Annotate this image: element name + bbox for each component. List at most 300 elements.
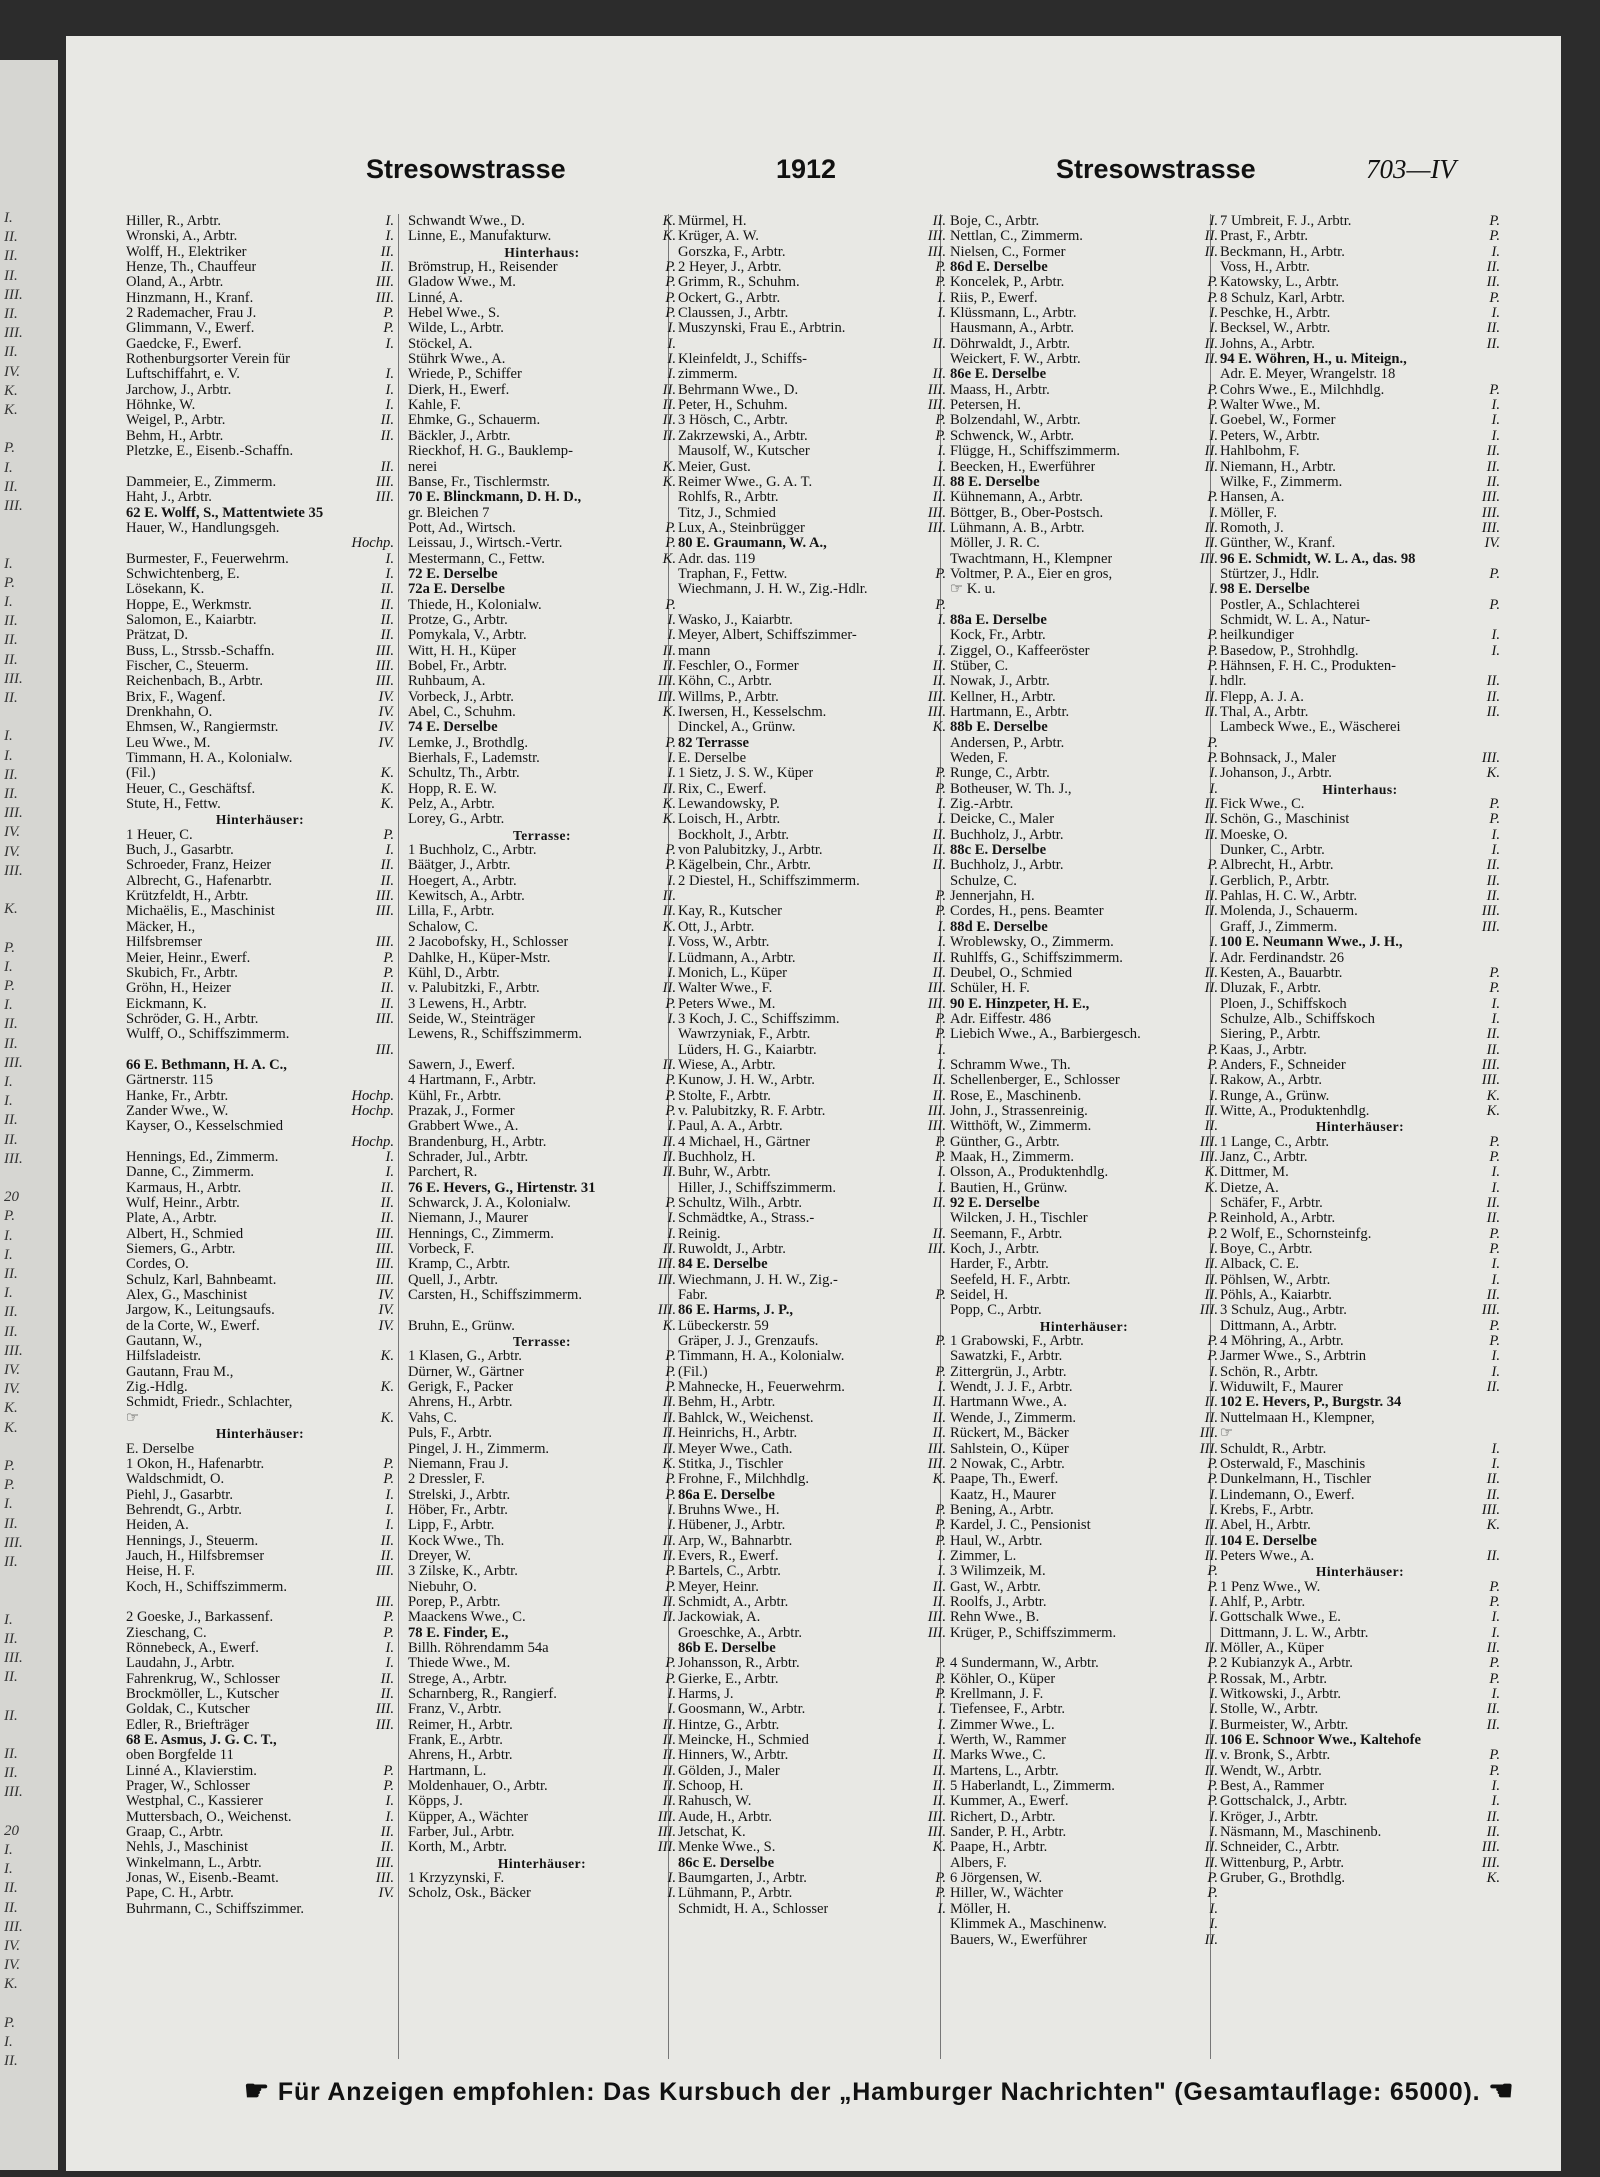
entry-name: Günther, G., Arbtr. xyxy=(950,1134,1060,1150)
entry-name: 88b E. Derselbe xyxy=(950,720,1048,736)
directory-entry xyxy=(126,552,394,567)
directory-entry xyxy=(408,843,676,858)
entry-name: Baumgarten, J., Arbtr. xyxy=(678,1871,807,1887)
directory-entry xyxy=(950,1380,1218,1395)
entry-floor: K. xyxy=(1486,1103,1500,1119)
entry-name: Oland, A., Arbtr. xyxy=(126,275,224,291)
entry-name: Zimmer, L. xyxy=(950,1548,1017,1564)
entry-name: Schuldt, R., Arbtr. xyxy=(1220,1441,1327,1457)
directory-entry xyxy=(1220,291,1500,306)
entry-floor: I. xyxy=(937,1165,946,1181)
entry-floor: P. xyxy=(665,1579,676,1595)
directory-entry xyxy=(950,598,1218,613)
directory-entry xyxy=(678,306,946,321)
entry-name: Dierk, H., Ewerf. xyxy=(408,382,510,398)
entry-name: Dürner, W., Gärtner xyxy=(408,1364,524,1380)
entry-name: Pöhls, A., Kaiarbtr. xyxy=(1220,1288,1332,1304)
directory-entry xyxy=(950,1196,1218,1211)
entry-name: Fischer, C., Steuerm. xyxy=(126,658,249,674)
entry-name: Hiller, W., Wächter xyxy=(950,1886,1064,1902)
entry-name: Cohrs Wwe., E., Milchhdlg. xyxy=(1220,382,1385,398)
directory-entry xyxy=(408,782,676,797)
entry-floor: P. xyxy=(665,1380,676,1396)
entry-name: Gladow Wwe., M. xyxy=(408,275,516,291)
entry-floor: P. xyxy=(935,566,946,582)
entry-name: ☞ K. u. xyxy=(950,582,996,598)
directory-entry xyxy=(678,1104,946,1119)
directory-entry xyxy=(408,506,676,521)
entry-floor: I. xyxy=(1209,1917,1218,1933)
entry-floor: I. xyxy=(1209,1610,1218,1626)
entry-floor: I. xyxy=(1209,1088,1218,1104)
entry-name: Gröhn, H., Heizer xyxy=(126,981,231,997)
directory-entry xyxy=(1220,1150,1500,1165)
entry-name: Wriede, P., Schiffer xyxy=(408,367,522,383)
entry-floor: II. xyxy=(932,1073,946,1089)
entry-name: 78 E. Finder, E., xyxy=(408,1625,509,1641)
entry-floor: II. xyxy=(1204,352,1218,368)
entry-floor: I. xyxy=(1491,843,1500,859)
entry-name: Thiede Wwe., M. xyxy=(408,1656,511,1672)
entry-floor: II. xyxy=(380,459,394,475)
entry-name: Nielsen, C., Former xyxy=(950,244,1066,260)
margin-fragment: II. xyxy=(4,1266,18,1282)
entry-name: Heinrichs, H., Arbtr. xyxy=(678,1426,798,1442)
directory-entry xyxy=(678,628,946,643)
directory-entry xyxy=(408,1503,676,1518)
directory-entry xyxy=(126,904,394,919)
entry-floor: I. xyxy=(385,1165,394,1181)
entry-name: Monich, L., Küper xyxy=(678,965,788,981)
section-heading xyxy=(408,245,676,260)
entry-floor: II. xyxy=(380,244,394,260)
entry-name: Stitka, J., Tischler xyxy=(678,1456,784,1472)
directory-entry xyxy=(126,1672,394,1687)
directory-entry xyxy=(678,291,946,306)
margin-fragment: P. xyxy=(4,978,15,994)
entry-name: Paape, H., Arbtr. xyxy=(950,1840,1048,1856)
directory-entry xyxy=(950,1518,1218,1533)
entry-name: v. Palubitzky, R. F. Arbtr. xyxy=(678,1103,826,1119)
directory-entry xyxy=(126,321,394,336)
entry-name: Olsson, A., Produktenhdlg. xyxy=(950,1165,1109,1181)
entry-floor: K. xyxy=(662,919,676,935)
directory-entry xyxy=(950,1073,1218,1088)
entry-name: Wilde, L., Arbtr. xyxy=(408,321,504,337)
directory-entry xyxy=(678,613,946,628)
entry-floor: III. xyxy=(1481,1840,1500,1856)
entry-floor: II. xyxy=(662,1149,676,1165)
entry-floor: II. xyxy=(662,981,676,997)
directory-entry xyxy=(408,690,676,705)
entry-floor: I. xyxy=(937,812,946,828)
margin-fragment: P. xyxy=(4,440,15,457)
entry-floor: P. xyxy=(1489,1318,1500,1334)
directory-entry xyxy=(678,598,946,613)
directory-entry xyxy=(950,1058,1218,1073)
directory-entry xyxy=(1220,1227,1500,1242)
entry-floor: II. xyxy=(1486,1640,1500,1656)
directory-entry xyxy=(950,1794,1218,1809)
directory-entry xyxy=(408,1840,676,1855)
directory-entry xyxy=(408,1457,676,1472)
entry-name: Ziggel, O., Kaffeeröster xyxy=(950,643,1090,659)
entry-name: Hinterhäuser: xyxy=(1315,1564,1405,1580)
directory-entry xyxy=(1220,306,1500,321)
entry-name: Gerigk, F., Packer xyxy=(408,1380,514,1396)
directory-entry xyxy=(408,1089,676,1104)
directory-entry xyxy=(1220,1856,1500,1871)
directory-entry xyxy=(1220,858,1500,873)
entry-floor: III. xyxy=(927,689,946,705)
entry-name: Graff, J., Zimmerm. xyxy=(1220,919,1338,935)
entry-name: Jonas, W., Eisenb.-Beamt. xyxy=(126,1871,279,1887)
entry-floor: II. xyxy=(1204,229,1218,245)
entry-name: Mausolf, W., Kutscher xyxy=(678,444,810,460)
entry-floor: P. xyxy=(1207,1564,1218,1580)
section-heading xyxy=(408,828,676,843)
directory-entry xyxy=(678,674,946,689)
entry-floor: I. xyxy=(385,367,394,383)
entry-floor: I. xyxy=(1491,1625,1500,1641)
directory-entry xyxy=(408,475,676,490)
entry-name: Stolte, F., Arbtr. xyxy=(678,1088,771,1104)
entry-floor: I. xyxy=(667,612,676,628)
entry-name: Groeschke, A., Arbtr. xyxy=(678,1625,803,1641)
directory-entry xyxy=(678,1595,946,1610)
entry-name: Pelz, A., Arbtr. xyxy=(408,797,495,813)
directory-entry xyxy=(126,1825,394,1840)
directory-entry xyxy=(408,460,676,475)
entry-name: Schwenck, W., Arbtr. xyxy=(950,428,1075,444)
entry-floor: P. xyxy=(935,1886,946,1902)
directory-entry xyxy=(126,1764,394,1779)
directory-entry xyxy=(1220,1871,1500,1886)
entry-name: Prätzat, D. xyxy=(126,628,189,644)
directory-entry xyxy=(678,1012,946,1027)
entry-name: 88 E. Derselbe xyxy=(950,474,1040,490)
directory-entry xyxy=(950,1104,1218,1119)
margin-fragment: IV. xyxy=(4,363,20,380)
entry-floor: P. xyxy=(383,1779,394,1795)
entry-floor: II. xyxy=(1486,1288,1500,1304)
directory-entry xyxy=(408,1043,676,1058)
entry-name: Bahlck, W., Weichenst. xyxy=(678,1410,814,1426)
entry-floor: P. xyxy=(935,1671,946,1687)
entry-floor: II. xyxy=(380,873,394,889)
directory-entry xyxy=(126,1626,394,1641)
entry-floor: III. xyxy=(375,935,394,951)
entry-name: Waldschmidt, O. xyxy=(126,1472,225,1488)
entry-name: Rückert, M., Bäcker xyxy=(950,1426,1069,1442)
entry-floor: II. xyxy=(932,1196,946,1211)
entry-name: Rehn Wwe., B. xyxy=(950,1610,1040,1626)
directory-entry xyxy=(950,1150,1218,1165)
directory-entry xyxy=(678,843,946,858)
entry-name: Henze, Th., Chauffeur xyxy=(126,260,257,276)
margin-fragment: II. xyxy=(4,2053,18,2070)
entry-floor: P. xyxy=(935,1288,946,1304)
entry-floor: IV. xyxy=(378,1288,394,1304)
entry-name: Goosmann, W., Arbtr. xyxy=(678,1702,806,1718)
entry-floor: P. xyxy=(665,520,676,536)
margin-fragment: I. xyxy=(4,1861,13,1878)
entry-name: Adr. Ferdinandstr. 26 xyxy=(1220,950,1345,966)
entry-floor: II. xyxy=(1204,1548,1218,1564)
entry-name: Schrader, Jul., Arbtr. xyxy=(408,1149,529,1165)
entry-name: Ahrens, H., Arbtr. xyxy=(408,1748,513,1764)
entry-name: Seefeld, H. F., Arbtr. xyxy=(950,1272,1071,1288)
directory-entry xyxy=(678,582,946,597)
directory-entry xyxy=(408,260,676,275)
directory-entry xyxy=(950,429,1218,444)
entry-floor: I. xyxy=(1491,306,1500,322)
entry-name: Iwersen, H., Kesselschm. xyxy=(678,705,827,720)
entry-floor: I. xyxy=(937,1901,946,1917)
entry-name: 5 Haberlandt, L., Zimmerm. xyxy=(950,1779,1115,1795)
entry-name: Kesten, A., Bauarbtr. xyxy=(1220,965,1343,981)
directory-entry xyxy=(408,367,676,382)
directory-entry xyxy=(1220,521,1500,536)
entry-name: Leu Wwe., M. xyxy=(126,735,211,751)
entry-floor: II. xyxy=(662,382,676,398)
entry-name: Rohlfs, R., Arbtr. xyxy=(678,490,779,506)
entry-floor: P. xyxy=(935,1871,946,1887)
directory-entry xyxy=(408,1104,676,1119)
entry-floor: II. xyxy=(1204,812,1218,828)
entry-name: Rothenburgsorter Verein für xyxy=(126,352,291,368)
entry-floor: III. xyxy=(657,674,676,690)
entry-floor: P. xyxy=(935,1027,946,1043)
margin-fragment: I. xyxy=(4,747,13,764)
entry-name: 88a E. Derselbe xyxy=(950,612,1047,628)
directory-entry xyxy=(950,1656,1218,1671)
directory-entry xyxy=(126,1718,394,1733)
entry-name: 2 Goeske, J., Barkassenf. xyxy=(126,1610,274,1626)
directory-entry xyxy=(678,1457,946,1472)
directory-entry xyxy=(408,1810,676,1825)
entry-name: 1 Krzyzynski, F. xyxy=(408,1871,505,1887)
entry-name: Niebuhr, O. xyxy=(408,1579,477,1595)
entry-floor: II. xyxy=(1486,873,1500,889)
entry-floor: III. xyxy=(927,229,946,245)
directory-entry xyxy=(950,1334,1218,1349)
directory-entry xyxy=(678,1089,946,1104)
entry-name: 92 E. Derselbe xyxy=(950,1196,1040,1211)
directory-entry xyxy=(408,1119,676,1134)
entry-name: Behm, H., Arbtr. xyxy=(126,428,224,444)
entry-floor: II. xyxy=(932,1594,946,1610)
entry-floor: P. xyxy=(935,1656,946,1672)
directory-entry xyxy=(126,367,394,382)
entry-floor: III. xyxy=(1481,1057,1500,1073)
directory-entry xyxy=(678,1779,946,1794)
entry-name: 1 Okon, H., Hafenarbtr. xyxy=(126,1456,265,1472)
directory-entry xyxy=(950,413,1218,428)
entry-name: Lösekann, K. xyxy=(126,582,205,598)
header-street-right: Stresowstrasse xyxy=(1056,154,1256,184)
entry-floor: II. xyxy=(1204,1410,1218,1426)
margin-fragment: II. xyxy=(4,632,18,649)
entry-name: Alback, C. E. xyxy=(1220,1257,1300,1273)
directory-entry xyxy=(126,920,394,935)
directory-entry xyxy=(678,1303,946,1318)
entry-name: Runge, A., Grünw. xyxy=(1220,1088,1330,1104)
entry-floor: II. xyxy=(1486,275,1500,291)
directory-entry xyxy=(126,352,394,367)
entry-name: Wronski, A., Arbtr. xyxy=(126,229,238,245)
directory-entry xyxy=(950,1810,1218,1825)
margin-fragment: IV. xyxy=(4,824,20,841)
entry-floor: I. xyxy=(385,382,394,398)
entry-name: Maak, H., Zimmerm. xyxy=(950,1149,1075,1165)
directory-entry xyxy=(678,506,946,521)
margin-fragment: K. xyxy=(4,901,18,918)
directory-entry xyxy=(1220,997,1500,1012)
directory-entry xyxy=(408,306,676,321)
directory-entry xyxy=(678,1349,946,1364)
directory-entry xyxy=(126,966,394,981)
entry-floor: P. xyxy=(665,306,676,322)
entry-floor: II. xyxy=(662,643,676,659)
entry-floor: I. xyxy=(667,965,676,981)
entry-name: 1 Penz Wwe., W. xyxy=(1220,1579,1321,1595)
entry-name: Bockholt, J., Arbtr. xyxy=(678,827,790,843)
directory-entry xyxy=(950,1365,1218,1380)
directory-entry xyxy=(950,536,1218,551)
entry-name: Abel, C., Schuhm. xyxy=(408,705,516,720)
margin-fragment: II. xyxy=(4,306,18,322)
directory-entry xyxy=(1220,628,1500,643)
entry-floor: Hochp. xyxy=(351,1103,394,1119)
entry-name: Mäcker, H., xyxy=(126,919,196,935)
entry-name: Glimmann, V., Ewerf. xyxy=(126,321,255,337)
entry-name: Parchert, R. xyxy=(408,1165,478,1181)
entry-name: Moldenhauer, O., Arbtr. xyxy=(408,1779,548,1795)
directory-entry xyxy=(1220,1518,1500,1533)
directory-entry xyxy=(678,782,946,797)
entry-name: Prager, W., Schlosser xyxy=(126,1779,250,1795)
entry-floor: I. xyxy=(937,1702,946,1718)
directory-entry xyxy=(950,858,1218,873)
entry-floor: P. xyxy=(935,1364,946,1380)
entry-floor: III. xyxy=(375,1042,394,1058)
entry-name: 96 E. Schmidt, W. L. A., das. 98 xyxy=(1220,551,1416,567)
directory-entry xyxy=(126,951,394,966)
entry-name: Grimm, R., Schuhm. xyxy=(678,275,800,291)
directory-entry xyxy=(678,766,946,781)
directory-entry xyxy=(678,904,946,919)
entry-floor: III. xyxy=(375,1242,394,1258)
directory-entry xyxy=(950,1349,1218,1364)
directory-entry xyxy=(678,214,946,229)
directory-entry xyxy=(950,720,1218,735)
entry-floor: II. xyxy=(1204,336,1218,352)
entry-name: Traphan, F., Fettw. xyxy=(678,566,788,582)
entry-name: hdlr. xyxy=(1220,674,1247,690)
entry-name: Burmester, F., Feuerwehrm. xyxy=(126,551,289,567)
entry-name: Ahlf, P., Arbtr. xyxy=(1220,1594,1306,1610)
entry-floor: II. xyxy=(1204,444,1218,460)
entry-floor: II. xyxy=(1204,244,1218,260)
directory-entry xyxy=(408,1058,676,1073)
entry-name: Peters, W., Arbtr. xyxy=(1220,428,1320,444)
entry-name: 70 E. Blinckmann, D. H. D., xyxy=(408,490,582,506)
directory-entry xyxy=(950,1165,1218,1180)
entry-floor: I. xyxy=(1491,1794,1500,1810)
entry-name: Terrasse: xyxy=(513,827,571,843)
directory-entry xyxy=(678,935,946,950)
entry-name: Hartmann, E., Arbtr. xyxy=(950,705,1070,720)
entry-name: Heiden, A. xyxy=(126,1518,189,1534)
directory-entry xyxy=(1220,797,1500,812)
directory-entry xyxy=(1220,1211,1500,1226)
directory-entry xyxy=(950,1779,1218,1794)
entry-floor: II. xyxy=(662,1733,676,1749)
entry-name: Schröder, G. H., Arbtr. xyxy=(126,1011,259,1027)
margin-fragment: P. xyxy=(4,1208,15,1225)
entry-floor: P. xyxy=(935,275,946,291)
directory-entry xyxy=(1220,828,1500,843)
entry-floor: III. xyxy=(1481,490,1500,506)
entry-floor: III. xyxy=(927,398,946,414)
directory-entry xyxy=(950,1395,1218,1410)
entry-name: Buchholz, J., Arbtr. xyxy=(950,858,1064,874)
entry-name: Tiefensee, F., Arbtr. xyxy=(950,1702,1066,1718)
directory-entry xyxy=(408,1395,676,1410)
entry-name: (Fil.) xyxy=(126,766,156,782)
directory-entry xyxy=(678,1119,946,1134)
margin-fragment: I. xyxy=(4,459,13,476)
directory-entry xyxy=(1220,1488,1500,1503)
entry-floor: II. xyxy=(1204,1103,1218,1119)
entry-name: mann xyxy=(678,643,711,659)
entry-floor: II. xyxy=(1204,1257,1218,1273)
directory-entry xyxy=(126,1242,394,1257)
entry-name: Höber, Fr., Arbtr. xyxy=(408,1502,508,1518)
entry-name: Pahlas, H. C. W., Arbtr. xyxy=(1220,889,1358,905)
entry-name: (Fil.) xyxy=(678,1364,708,1380)
entry-floor: III. xyxy=(927,705,946,720)
entry-floor: I. xyxy=(1491,1349,1500,1365)
entry-floor: II. xyxy=(932,827,946,843)
directory-entry xyxy=(408,674,676,689)
entry-floor: I. xyxy=(385,336,394,352)
margin-fragment: II. xyxy=(4,1899,18,1916)
entry-name: Meier, Gust. xyxy=(678,459,751,475)
entry-floor: I. xyxy=(385,1794,394,1810)
directory-entry xyxy=(126,398,394,413)
entry-floor: III. xyxy=(375,1564,394,1580)
entry-floor: II. xyxy=(1486,1472,1500,1488)
entry-name: 76 E. Hevers, G., Hirtenstr. 31 xyxy=(408,1180,596,1196)
directory-entry xyxy=(1220,367,1500,382)
entry-floor: II. xyxy=(380,1211,394,1227)
directory-entry xyxy=(1220,1472,1500,1487)
entry-name: Bruhn, E., Grünw. xyxy=(408,1318,515,1334)
directory-entry xyxy=(950,291,1218,306)
section-heading xyxy=(1220,1119,1500,1134)
entry-floor: II. xyxy=(1486,474,1500,490)
entry-floor: III. xyxy=(927,1103,946,1119)
directory-entry xyxy=(678,1211,946,1226)
entry-name: Hiller, R., Arbtr. xyxy=(126,214,222,229)
entry-floor: III. xyxy=(657,1303,676,1319)
entry-name: 4 Michael, H., Gärtner xyxy=(678,1134,811,1150)
directory-entry xyxy=(678,567,946,582)
entry-name: 1 Klasen, G., Arbtr. xyxy=(408,1349,522,1365)
directory-entry xyxy=(1220,1641,1500,1656)
